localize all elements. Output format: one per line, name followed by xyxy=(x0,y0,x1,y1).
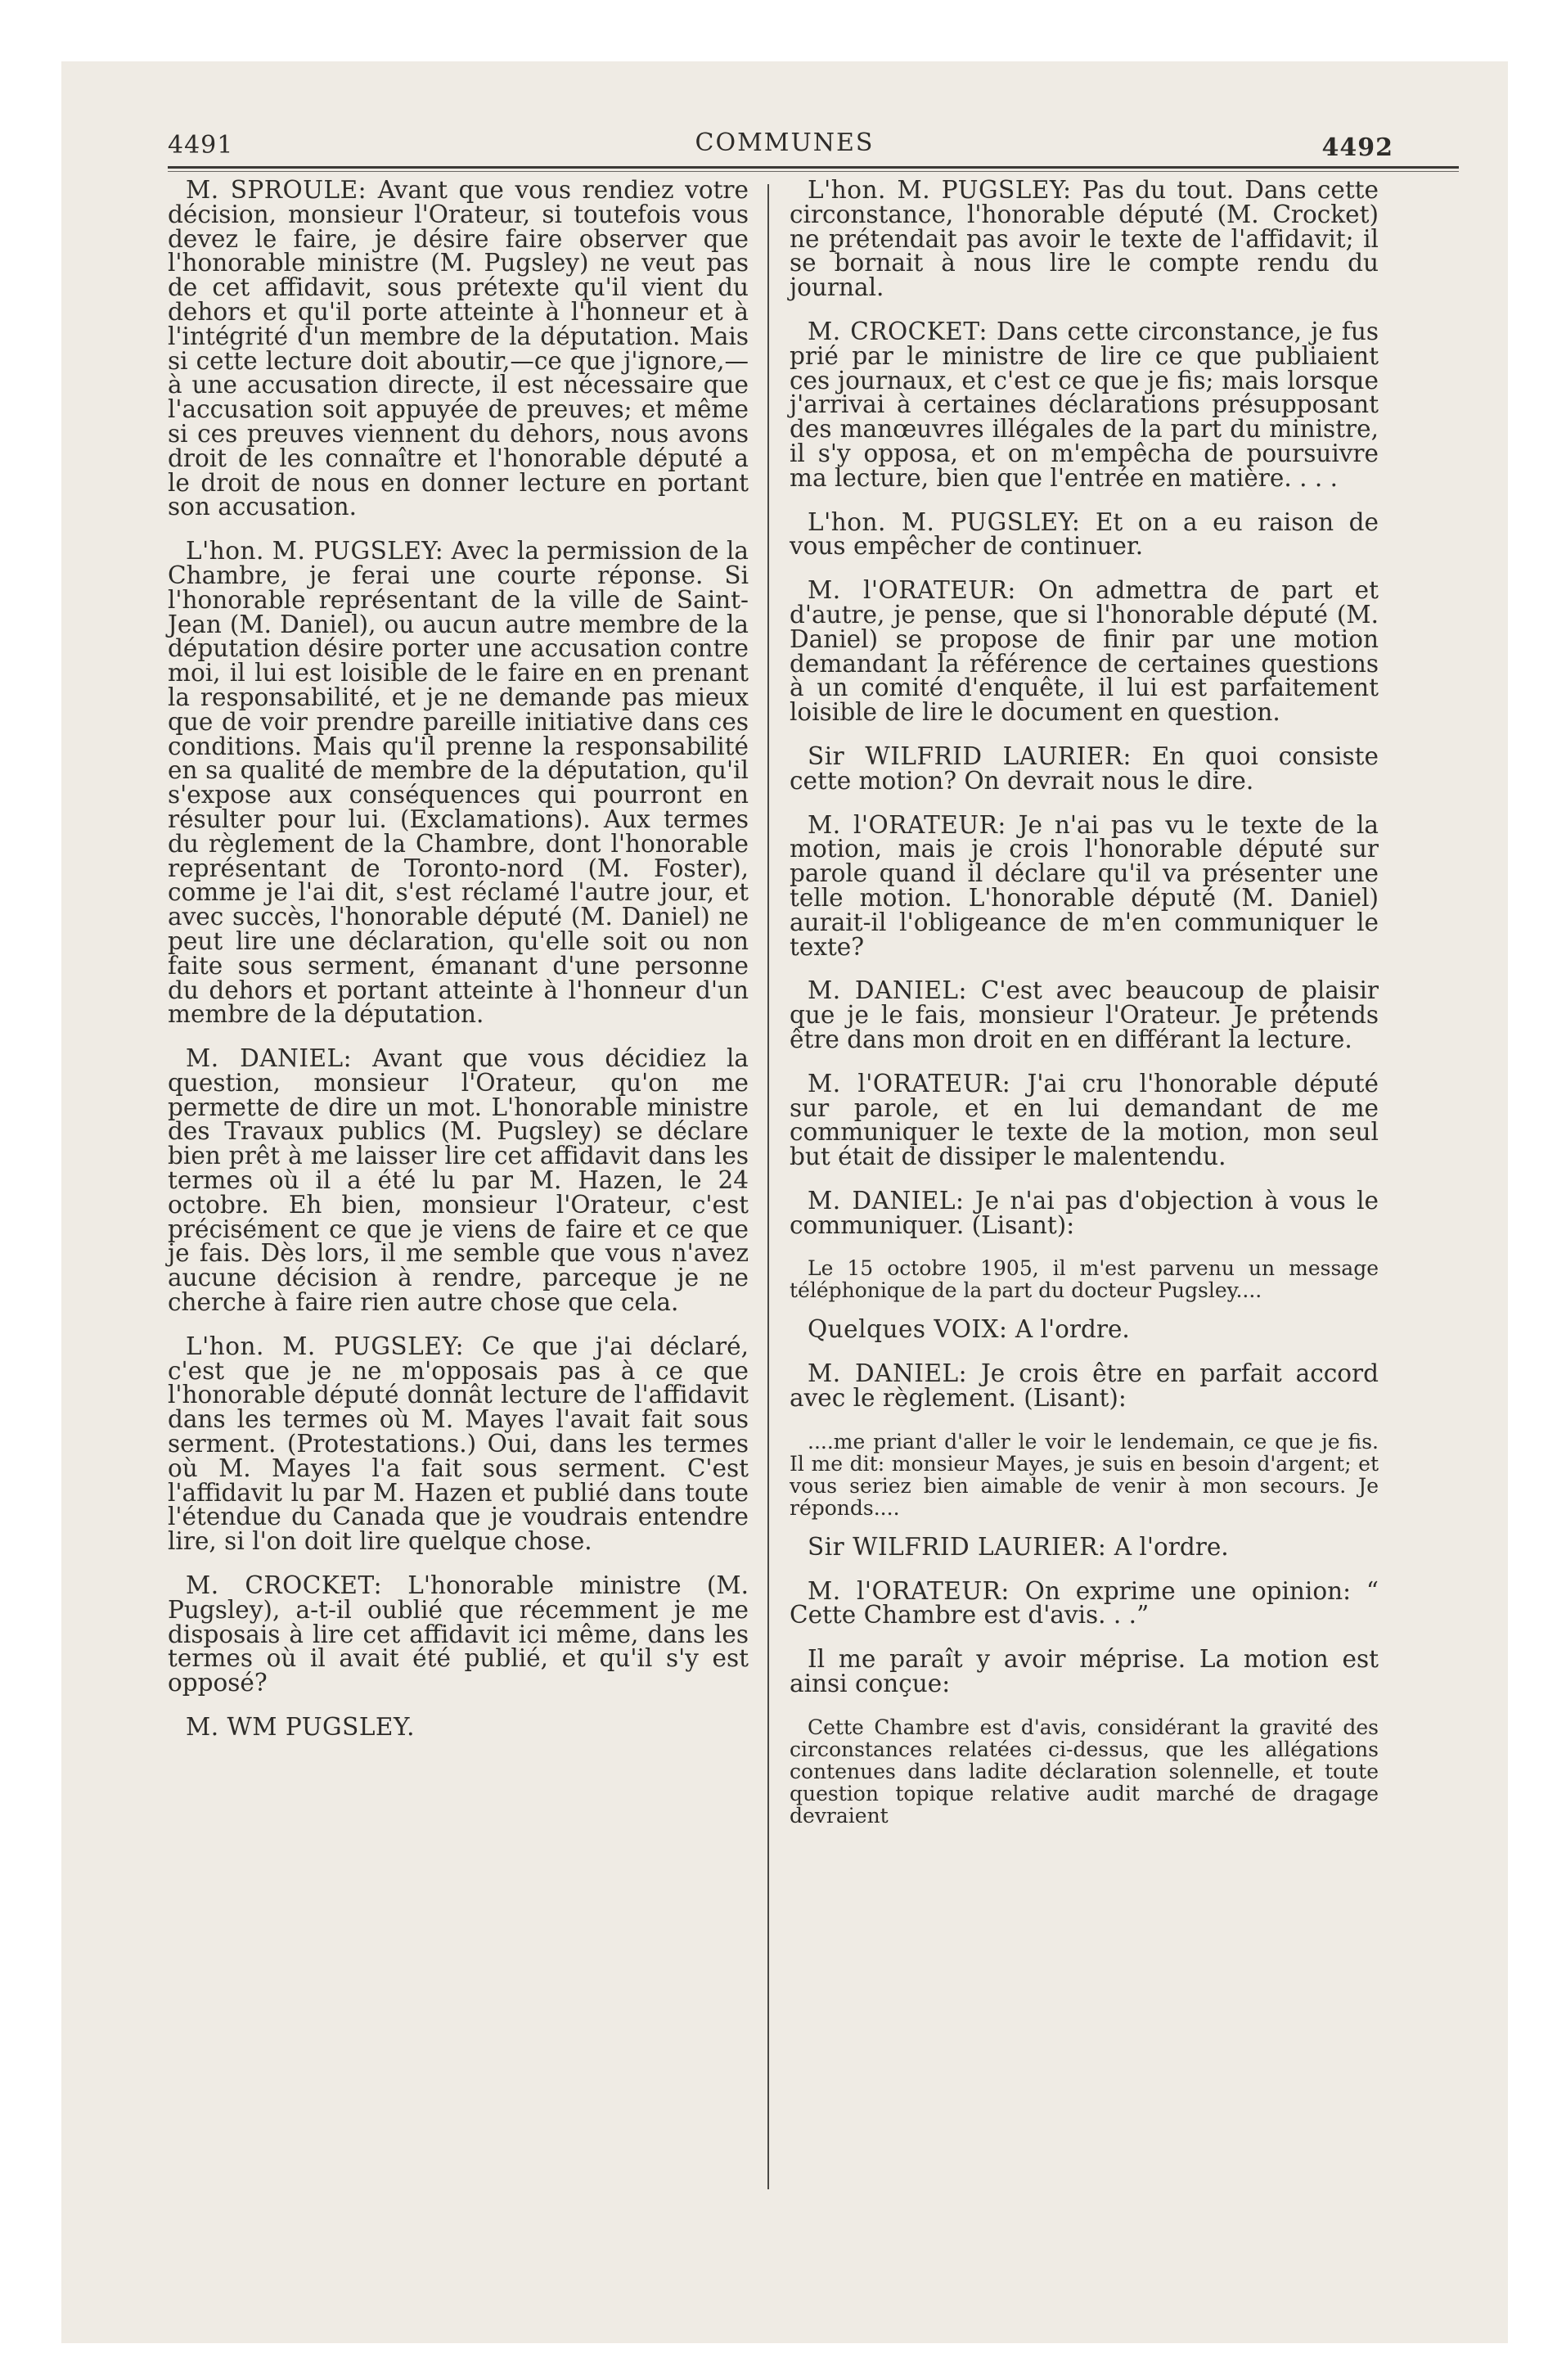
speech-paragraph xyxy=(168,178,749,520)
speaker-name: Sir WILFRID LAURIER: xyxy=(808,741,1132,770)
quoted-passage xyxy=(790,1257,1379,1301)
column-divider xyxy=(767,184,769,2189)
speaker-name: L'hon. M. PUGSLEY: xyxy=(186,1332,465,1360)
speech-text: A l'ordre. xyxy=(1114,1532,1229,1561)
speech-paragraph xyxy=(790,1532,1379,1561)
speaker-name: L'hon. M. PUGSLEY: xyxy=(186,537,444,566)
speaker-name: L'hon. M. PUGSLEY: xyxy=(808,507,1081,536)
speaker-name: M. CROCKET: xyxy=(808,317,988,345)
right-column xyxy=(790,178,1379,1827)
speaker-name: M. CROCKET: xyxy=(186,1571,383,1600)
left-column xyxy=(168,178,749,1740)
speaker-name: Quelques VOIX: xyxy=(808,1315,1008,1344)
speech-paragraph xyxy=(790,317,1379,492)
speech-text: Et on a eu raison de vous empêcher de continuer. xyxy=(790,507,1379,561)
speech-paragraph xyxy=(790,1069,1379,1171)
speaker-name: M. DANIEL: xyxy=(808,1186,965,1215)
speech-text: Pas du tout. Dans cette circonstance, l'honorable député (M. Crocket) ne prétendait pas avoir le texte de l'affidavit; il se bornait à nous lire le compte rendu du journal. xyxy=(790,176,1379,302)
speaker-name: Sir WILFRID LAURIER: xyxy=(808,1532,1107,1561)
speech-paragraph xyxy=(790,1645,1379,1698)
speaker-name: M. l'ORATEUR: xyxy=(808,1069,1011,1098)
speech-paragraph xyxy=(790,1576,1379,1629)
speech-text: Avec la permission de la Chambre, je ferai une courte réponse. Si l'honorable représentant de la ville de Saint-Jean (M. Daniel), ou aucun autre membre de la députation désire porter une accusation contre moi, il lui est loisible de le faire en en prenant la responsabilité, et je ne demande pas mieux que de voir prendre pareille initiative dans ces conditions. Mais qu'il prenne la responsabilité en sa qualité de membre de la députation, qu'il s'expose aux conséquences qui pourront en résulter pour lui. (Exclamations). Aux termes du règlement de la Chambre, dont l'honorable représentant de Toronto-nord (M. Foster), comme je l'ai dit, s'est réclamé l'autre jour, et avec succès, l'honorable député (M. Daniel) ne peut lire une déclaration, qu'elle soit ou non faite sous serment, émanant d'une personne du dehors et portant atteinte à l'honneur d'un membre de la députation. xyxy=(168,537,749,1029)
speech-text: Avant que vous rendiez votre décision, monsieur l'Orateur, si toutefois vous devez le faire, je désire faire observer que l'honorable ministre (M. Pugsley) ne veut pas de cet affidavit, sous prétexte qu'il vient du dehors et qu'il porte atteinte à l'honneur et à l'intégrité d'un membre de la députation. Mais si cette lecture doit aboutir,—ce que j'ignore,—à une accusation directe, il est nécessaire que l'accusation soit appuyée de preuves; et même si ces preuves viennent du dehors, nous avons droit de les connaître et l'honorable député a le droit de nous en donner lecture en portant son accusation. xyxy=(168,176,749,521)
speech-paragraph xyxy=(168,1715,749,1740)
speaker-name: M. DANIEL: xyxy=(808,976,967,1005)
speech-text: L'honorable ministre (M. Pugsley), a-t-il oublié que récemment je me disposais à lire cet affidavit ici même, dans les termes où il avait été publié, et qu'il s'y est opposé? xyxy=(168,1571,749,1697)
header-rule-thin xyxy=(168,171,1459,172)
speech-text: J'ai cru l'honorable député sur parole, et en lui demandant de me communiquer le texte de la motion, mon seul but était de dissiper le malentendu. xyxy=(790,1069,1379,1171)
scanned-page xyxy=(61,61,1508,2343)
speaker-name: M. WM PUGSLEY. xyxy=(186,1713,416,1742)
speech-text: En quoi consiste cette motion? On devrait nous le dire. xyxy=(790,741,1379,795)
speech-paragraph xyxy=(790,810,1379,961)
page-number-left: 4491 xyxy=(168,131,234,160)
speech-text: C'est avec beaucoup de plaisir que je le fais, monsieur l'Orateur. Je prétends être dans mon droit en en différant la lecture. xyxy=(790,976,1379,1053)
quoted-passage xyxy=(790,1716,1379,1827)
page-number-right: 4492 xyxy=(1321,133,1393,162)
speech-text: Cette Chambre est d'avis, considérant la gravité des circonstances relatées ci-dessus, que les allégations contenues dans ladite déclaration solennelle, et toute question topique relative audit marché de dragage devraient xyxy=(790,1715,1379,1828)
speaker-name: M. l'ORATEUR: xyxy=(808,810,1006,839)
speech-text: On exprime une opinion: “ Cette Chambre est d'avis. . .” xyxy=(790,1576,1379,1629)
speech-paragraph xyxy=(790,1315,1379,1344)
speech-paragraph xyxy=(790,976,1379,1053)
speech-text: Le 15 octobre 1905, il m'est parvenu un message téléphonique de la part du docteur Pugsley.... xyxy=(790,1256,1379,1303)
speech-paragraph xyxy=(168,1571,749,1697)
speech-text: Ce que j'ai déclaré, c'est que je ne m'opposais pas à ce que l'honorable député donnât lecture de l'affidavit dans les termes où M. Mayes l'avait fait sous serment. (Protestations.) Oui, dans les termes où M. Mayes l'a fait sous serment. C'est l'affidavit lu par M. Hazen et publié dans toute l'étendue du Canada que je voudrais entendre lire, si l'on doit lire quelque chose. xyxy=(168,1332,749,1556)
speech-text: Je n'ai pas vu le texte de la motion, mais je crois l'honorable député sur parole quand il déclare qu'il va présenter une telle motion. L'honorable député (M. Daniel) aurait-il l'obligeance de m'en communiquer le texte? xyxy=(790,810,1379,961)
speech-paragraph xyxy=(168,1332,749,1556)
speech-text: ....me priant d'aller le voir le lendemain, ce que je fis. Il me dit: monsieur Mayes, je suis en besoin d'argent; et vous seriez bien aimable de venir à mon secours. Je réponds.... xyxy=(790,1429,1379,1520)
speaker-name: M. l'ORATEUR: xyxy=(808,576,1016,605)
speech-paragraph xyxy=(790,507,1379,561)
speech-text: Avant que vous décidiez la question, monsieur l'Orateur, qu'on me permette de dire un mot. L'honorable ministre des Travaux publics (M. Pugsley) se déclare bien prêt à me laisser lire cet affidavit dans les termes où il a été lu par M. Hazen, le 24 octobre. Eh bien, monsieur l'Orateur, c'est précisément ce que je viens de faire et ce que je fais. Dès lors, il me semble que vous n'avez aucune décision à rendre, parceque je ne cherche à faire rien autre chose que cela. xyxy=(168,1044,749,1317)
speech-text: A l'ordre. xyxy=(1015,1315,1130,1344)
speaker-name: M. DANIEL: xyxy=(808,1359,968,1388)
speech-text: On admettra de part et d'autre, je pense, que si l'honorable député (M. Daniel) se propose de finir par une motion demandant la référence de certaines questions à un comité d'enquête, il lui est parfaitement loisible de lire le document en question. xyxy=(790,576,1379,727)
speech-paragraph xyxy=(168,1044,749,1317)
speech-paragraph xyxy=(790,741,1379,795)
speech-paragraph xyxy=(168,539,749,1027)
quoted-passage xyxy=(790,1431,1379,1519)
speech-text: Il me paraît y avoir méprise. La motion est ainsi conçue: xyxy=(790,1645,1379,1698)
speaker-name: M. DANIEL: xyxy=(186,1044,353,1073)
speech-text: Dans cette circonstance, je fus prié par le ministre de lire ce que publiaient ces journaux, et c'est ce que je fis; mais lorsque j'arrivai à certaines déclarations présupposant des manœuvres illégales de la part du ministre, il s'y opposa, et on m'empêcha de poursuivre ma lecture, bien que l'entrée en matière. . . . xyxy=(790,317,1379,492)
speech-text: Je n'ai pas d'objection à vous le communiquer. (Lisant): xyxy=(790,1186,1379,1239)
header-rule xyxy=(168,166,1459,169)
speech-paragraph xyxy=(790,576,1379,727)
speaker-name: M. l'ORATEUR: xyxy=(808,1576,1010,1605)
speech-text: Je crois être en parfait accord avec le règlement. (Lisant): xyxy=(790,1359,1379,1413)
speech-paragraph xyxy=(790,178,1379,300)
page-title: COMMUNES xyxy=(695,128,875,157)
speech-paragraph xyxy=(790,1359,1379,1413)
speaker-name: L'hon. M. PUGSLEY: xyxy=(808,176,1072,204)
speech-paragraph xyxy=(790,1186,1379,1239)
speaker-name: M. SPROULE: xyxy=(186,176,367,204)
